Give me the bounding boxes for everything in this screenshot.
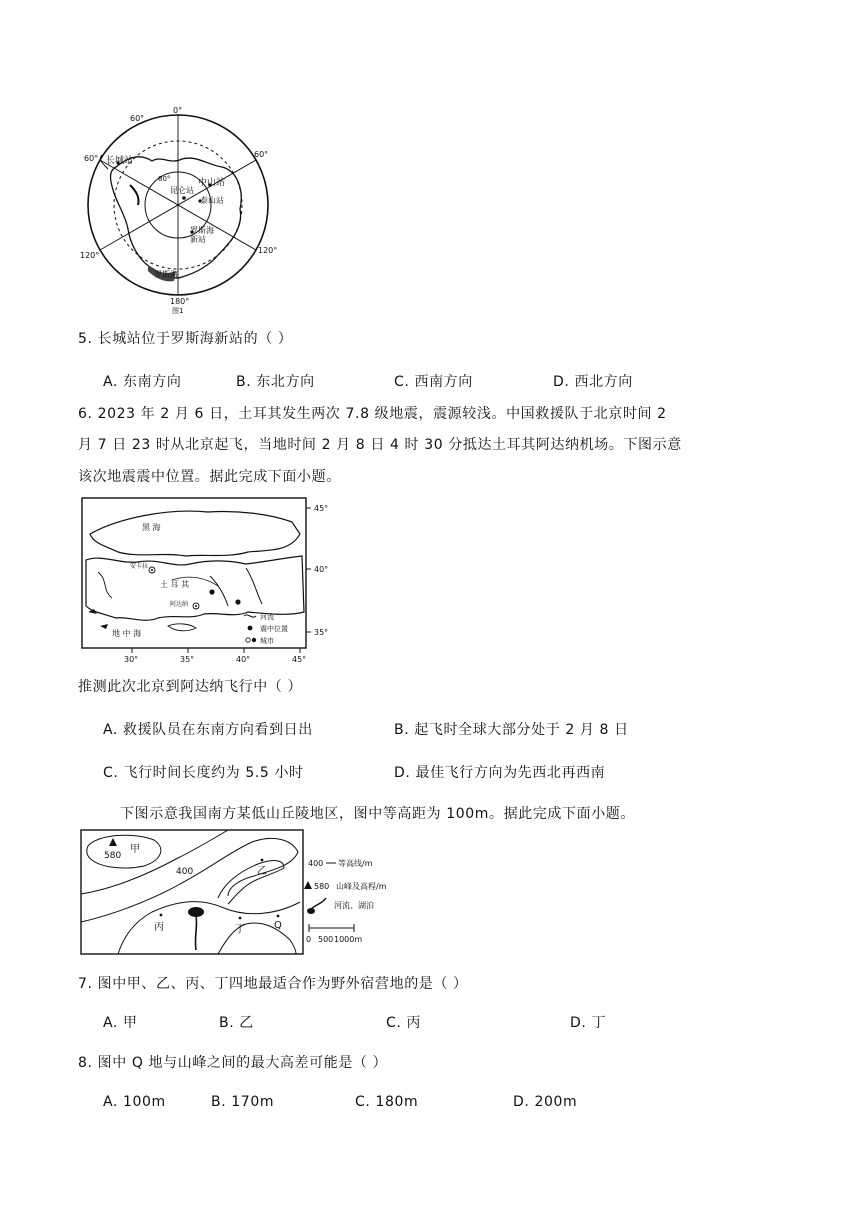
turkey-epicenter-map	[78, 494, 329, 666]
legend-contour: 等高线/m	[338, 859, 373, 868]
label-60-top: 60°	[130, 114, 145, 123]
label-ross-sea: 罗斯海	[154, 270, 178, 279]
q5-stem: 5. 长城站位于罗斯海新站的（ ）	[78, 331, 293, 347]
label-120-left: 120°	[80, 251, 100, 260]
label-lat-35: 35°	[314, 628, 329, 637]
q5-option-a[interactable]: A. 东南方向	[103, 374, 182, 390]
q6b-option-c[interactable]: C. 飞行时间长度约为 5.5 小时	[103, 765, 304, 781]
label-black-sea: 黑 海	[142, 523, 161, 532]
label-60-left: 60°	[84, 154, 99, 163]
q5-option-c[interactable]: C. 西南方向	[394, 374, 473, 390]
legend-peak-value: 580	[314, 882, 330, 891]
label-ding: 丁	[235, 924, 245, 935]
contour-map	[78, 828, 408, 958]
legend-city: 城市	[260, 637, 274, 645]
q6b-option-d[interactable]: D. 最佳飞行方向为先西北再西南	[394, 765, 606, 781]
label-peak-580: 580	[104, 851, 122, 861]
scale-1000: 1000m	[334, 935, 363, 944]
legend-epicenter: 震中位置	[260, 625, 288, 633]
q6-stem-line-2: 月 7 日 23 时从北京起飞，当地时间 2 月 8 日 4 时 30 分抵达土耳其阿达纳机场。下图示意	[78, 437, 682, 453]
q7-option-b[interactable]: B. 乙	[219, 1015, 254, 1031]
label-lon-40: 40°	[236, 655, 251, 664]
label-bing: 丙	[154, 922, 164, 933]
label-ankara: 安卡拉	[130, 563, 149, 570]
q5-option-b[interactable]: B. 东北方向	[236, 374, 315, 390]
q7-stem: 7. 图中甲、乙、丙、丁四地最适合作为野外宿营地的是（ ）	[78, 976, 468, 992]
q6b-stem: 推测此次北京到阿达纳飞行中（ ）	[78, 679, 303, 695]
label-q: Q	[274, 920, 282, 931]
q6b-option-b[interactable]: B. 起飞时全球大部分处于 2 月 8 日	[394, 722, 629, 738]
label-jia: 甲	[130, 844, 140, 855]
legend-river-lake: 河流、湖泊	[334, 901, 374, 910]
q7-option-a[interactable]: A. 甲	[103, 1015, 138, 1031]
label-lat-45: 45°	[314, 504, 329, 513]
legend-river: 河流	[260, 613, 274, 621]
q6b-option-a[interactable]: A. 救援队员在东南方向看到日出	[103, 722, 313, 738]
label-120-right: 120°	[258, 246, 278, 255]
q5-option-d[interactable]: D. 西北方向	[553, 374, 633, 390]
antarctica-polar-map	[78, 105, 290, 319]
label-zhongshan: 中山站	[198, 178, 226, 188]
label-lon-35: 35°	[180, 655, 195, 664]
label-kunlun: 昆仑站	[170, 186, 194, 195]
figure1-caption: 图1	[172, 307, 184, 315]
label-yi: 乙	[257, 866, 267, 877]
label-ross-new: 罗斯海新站	[190, 226, 214, 244]
label-changcheng: 长城站	[106, 156, 134, 166]
label-60-right: 60°	[254, 150, 269, 159]
label-turkey: 土 耳 其	[160, 580, 190, 589]
q6-stem-line-1: 6. 2023 年 2 月 6 日，土耳其发生两次 7.8 级地震，震源较浅。中国救援队于北京时间 2	[78, 406, 667, 422]
q7-option-c[interactable]: C. 丙	[386, 1015, 422, 1031]
label-contour-400: 400	[176, 867, 194, 877]
label-180-deg: 180°	[170, 297, 190, 306]
label-lon-45: 45°	[292, 655, 307, 664]
q8-option-b[interactable]: B. 170m	[211, 1094, 275, 1110]
q6-stem-line-3: 该次地震震中位置。据此完成下面小题。	[78, 469, 341, 485]
label-80-deg: 80°	[158, 175, 171, 183]
legend-peak: 山峰及高程/m	[336, 882, 387, 891]
q8-option-a[interactable]: A. 100m	[103, 1094, 166, 1110]
label-adana: 阿达纳	[170, 601, 189, 608]
label-mediterranean: 地 中 海	[112, 629, 142, 638]
label-0-deg: 0°	[173, 106, 183, 115]
scale-0: 0	[306, 935, 312, 944]
q8-stem: 8. 图中 Q 地与山峰之间的最大高差可能是（ ）	[78, 1055, 388, 1071]
q7-option-d[interactable]: D. 丁	[570, 1015, 607, 1031]
legend-contour-value: 400	[308, 859, 324, 868]
scale-500: 500	[318, 935, 334, 944]
label-lon-30: 30°	[124, 655, 139, 664]
label-taishan: 泰山站	[200, 196, 224, 205]
q8-option-d[interactable]: D. 200m	[513, 1094, 578, 1110]
intro-q7-q8: 下图示意我国南方某低山丘陵地区，图中等高距为 100m。据此完成下面小题。	[120, 806, 636, 822]
q8-option-c[interactable]: C. 180m	[355, 1094, 419, 1110]
label-lat-40: 40°	[314, 565, 329, 574]
